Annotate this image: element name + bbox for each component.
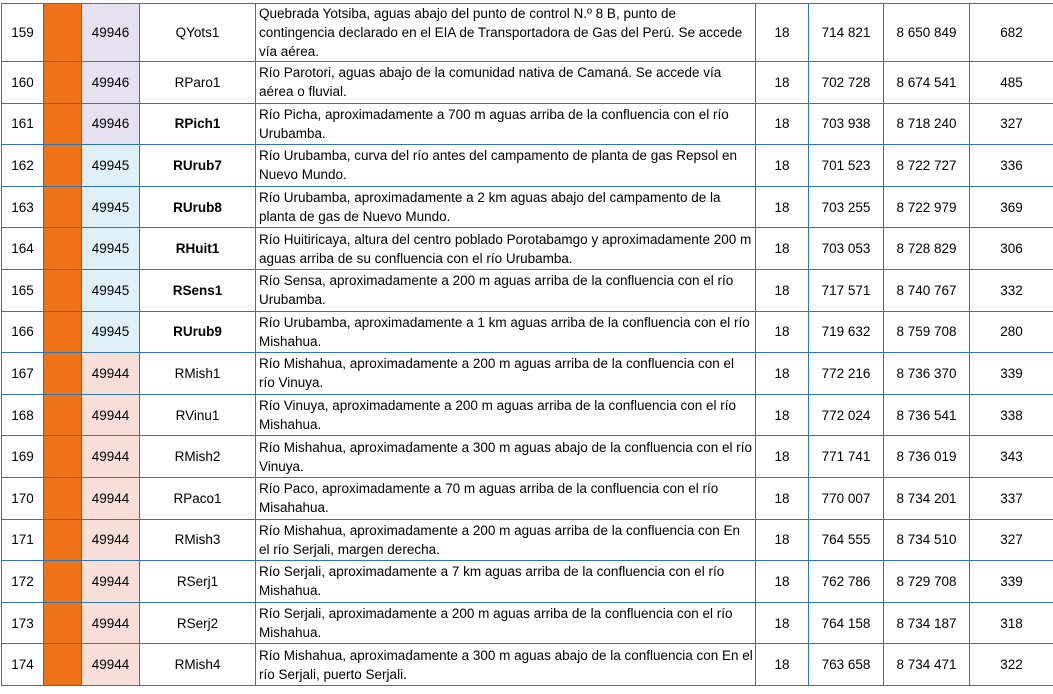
zone-cell: 18	[756, 311, 809, 353]
altitude-cell: 332	[970, 269, 1053, 311]
table-row	[2, 519, 1053, 561]
table-row	[2, 186, 1053, 228]
altitude-cell: 369	[970, 186, 1053, 228]
color-band-cell	[44, 394, 82, 436]
northing-cell: 8 734 510	[884, 519, 970, 561]
northing-cell: 8 759 708	[884, 311, 970, 353]
table-body	[2, 4, 1053, 686]
row-number-cell: 166	[2, 311, 44, 353]
description-cell: Río Paco, aproximadamente a 70 m aguas arriba de la confluencia con el río Misahahua.	[256, 477, 756, 519]
color-band-cell	[44, 269, 82, 311]
altitude-cell: 280	[970, 311, 1053, 353]
northing-cell: 8 734 187	[884, 602, 970, 644]
grid-code-cell: 49945	[82, 228, 140, 270]
row-number-cell: 163	[2, 186, 44, 228]
altitude-cell: 336	[970, 145, 1053, 187]
zone-cell: 18	[756, 228, 809, 270]
northing-cell: 8 722 727	[884, 145, 970, 187]
station-code-cell: RHuit1	[140, 228, 256, 270]
altitude-cell: 327	[970, 103, 1053, 145]
row-number-cell: 168	[2, 394, 44, 436]
easting-cell: 764 158	[809, 602, 884, 644]
zone-cell: 18	[756, 103, 809, 145]
altitude-cell: 322	[970, 644, 1053, 686]
northing-cell: 8 729 708	[884, 561, 970, 603]
row-number-cell: 164	[2, 228, 44, 270]
station-code-cell: RPaco1	[140, 477, 256, 519]
table-row	[2, 4, 1053, 62]
northing-cell: 8 736 541	[884, 394, 970, 436]
grid-code-cell: 49944	[82, 519, 140, 561]
table-row	[2, 394, 1053, 436]
altitude-cell: 682	[970, 4, 1053, 62]
northing-cell: 8 734 201	[884, 477, 970, 519]
color-band-cell	[44, 353, 82, 395]
grid-code-cell: 49946	[82, 103, 140, 145]
easting-cell: 702 728	[809, 62, 884, 104]
description-cell: Río Vinuya, aproximadamente a 200 m aguas arriba de la confluencia con el río Mishahua.	[256, 394, 756, 436]
table-row	[2, 228, 1053, 270]
description-cell: Río Mishahua, aproximadamente a 200 m aguas arriba de la confluencia con En el río Serjali, margen derecha.	[256, 519, 756, 561]
row-number-cell: 160	[2, 62, 44, 104]
row-number-cell: 167	[2, 353, 44, 395]
row-number-cell: 173	[2, 602, 44, 644]
station-code-cell: RUrub8	[140, 186, 256, 228]
table-row	[2, 62, 1053, 104]
easting-cell: 764 555	[809, 519, 884, 561]
table-row	[2, 353, 1053, 395]
northing-cell: 8 734 471	[884, 644, 970, 686]
station-code-cell: RVinu1	[140, 394, 256, 436]
station-code-cell: RMish1	[140, 353, 256, 395]
grid-code-cell: 49946	[82, 62, 140, 104]
northing-cell: 8 728 829	[884, 228, 970, 270]
grid-code-cell: 49944	[82, 353, 140, 395]
table-row	[2, 103, 1053, 145]
grid-code-cell: 49944	[82, 602, 140, 644]
zone-cell: 18	[756, 394, 809, 436]
northing-cell: 8 650 849	[884, 4, 970, 62]
zone-cell: 18	[756, 4, 809, 62]
easting-cell: 762 786	[809, 561, 884, 603]
row-number-cell: 159	[2, 4, 44, 62]
color-band-cell	[44, 4, 82, 62]
grid-code-cell: 49944	[82, 477, 140, 519]
row-number-cell: 174	[2, 644, 44, 686]
description-cell: Río Mishahua, aproximadamente a 300 m aguas abajo de la confluencia con el río Vinuya.	[256, 436, 756, 478]
altitude-cell: 339	[970, 561, 1053, 603]
table-row	[2, 436, 1053, 478]
description-cell: Río Mishahua, aproximadamente a 200 m aguas arriba de la confluencia con el río Vinuya.	[256, 353, 756, 395]
grid-code-cell: 49945	[82, 145, 140, 187]
station-code-cell: QYots1	[140, 4, 256, 62]
altitude-cell: 337	[970, 477, 1053, 519]
color-band-cell	[44, 145, 82, 187]
zone-cell: 18	[756, 353, 809, 395]
table-row	[2, 602, 1053, 644]
altitude-cell: 339	[970, 353, 1053, 395]
grid-code-cell: 49944	[82, 644, 140, 686]
easting-cell: 703 053	[809, 228, 884, 270]
zone-cell: 18	[756, 644, 809, 686]
grid-code-cell: 49945	[82, 269, 140, 311]
color-band-cell	[44, 228, 82, 270]
zone-cell: 18	[756, 186, 809, 228]
station-code-cell: RMish4	[140, 644, 256, 686]
table-row	[2, 269, 1053, 311]
color-band-cell	[44, 602, 82, 644]
grid-code-cell: 49944	[82, 436, 140, 478]
monitoring-points-table	[1, 3, 1053, 686]
station-code-cell: RSerj1	[140, 561, 256, 603]
table-row	[2, 644, 1053, 686]
station-code-cell: RUrub9	[140, 311, 256, 353]
table-row	[2, 145, 1053, 187]
station-code-cell: RMish2	[140, 436, 256, 478]
zone-cell: 18	[756, 519, 809, 561]
description-cell: Río Sensa, aproximadamente a 200 m aguas arriba de la confluencia con el río Urubamba.	[256, 269, 756, 311]
row-number-cell: 161	[2, 103, 44, 145]
description-cell: Río Serjali, aproximadamente a 7 km aguas arriba de la confluencia con el río Mishahua.	[256, 561, 756, 603]
grid-code-cell: 49946	[82, 4, 140, 62]
color-band-cell	[44, 436, 82, 478]
easting-cell: 763 658	[809, 644, 884, 686]
description-cell: Río Urubamba, aproximadamente a 1 km aguas arriba de la confluencia con el río Mishahua.	[256, 311, 756, 353]
color-band-cell	[44, 519, 82, 561]
description-cell: Río Urubamba, aproximadamente a 2 km aguas abajo del campamento de la planta de gas de Nuevo Mundo.	[256, 186, 756, 228]
easting-cell: 771 741	[809, 436, 884, 478]
description-cell: Río Urubamba, curva del río antes del campamento de planta de gas Repsol en Nuevo Mundo.	[256, 145, 756, 187]
station-code-cell: RSerj2	[140, 602, 256, 644]
description-cell: Río Serjali, aproximadamente a 200 m aguas arriba de la confluencia con el río Mishahua.	[256, 602, 756, 644]
grid-code-cell: 49944	[82, 394, 140, 436]
row-number-cell: 170	[2, 477, 44, 519]
northing-cell: 8 740 767	[884, 269, 970, 311]
easting-cell: 772 216	[809, 353, 884, 395]
description-cell: Río Huitiricaya, altura del centro poblado Porotabamgo y aproximadamente 200 m aguas arriba de su confluencia con el río Urubamba.	[256, 228, 756, 270]
color-band-cell	[44, 477, 82, 519]
grid-code-cell: 49945	[82, 311, 140, 353]
easting-cell: 701 523	[809, 145, 884, 187]
station-code-cell: RUrub7	[140, 145, 256, 187]
northing-cell: 8 736 019	[884, 436, 970, 478]
easting-cell: 770 007	[809, 477, 884, 519]
station-code-cell: RSens1	[140, 269, 256, 311]
altitude-cell: 318	[970, 602, 1053, 644]
row-number-cell: 162	[2, 145, 44, 187]
station-code-cell: RParo1	[140, 62, 256, 104]
color-band-cell	[44, 186, 82, 228]
zone-cell: 18	[756, 269, 809, 311]
description-cell: Río Mishahua, aproximadamente a 300 m aguas abajo de la confluencia con En el río Serjali, puerto Serjali.	[256, 644, 756, 686]
northing-cell: 8 722 979	[884, 186, 970, 228]
zone-cell: 18	[756, 436, 809, 478]
easting-cell: 714 821	[809, 4, 884, 62]
altitude-cell: 327	[970, 519, 1053, 561]
description-cell: Río Parotori, aguas abajo de la comunidad nativa de Camaná. Se accede vía aérea o fluvial.	[256, 62, 756, 104]
row-number-cell: 171	[2, 519, 44, 561]
description-cell: Quebrada Yotsiba, aguas abajo del punto de control N.º 8 B, punto de contingencia declarado en el EIA de Transportadora de Gas del Perú. Se accede vía aérea.	[256, 4, 756, 62]
row-number-cell: 165	[2, 269, 44, 311]
easting-cell: 719 632	[809, 311, 884, 353]
altitude-cell: 343	[970, 436, 1053, 478]
table-row	[2, 311, 1053, 353]
altitude-cell: 485	[970, 62, 1053, 104]
row-number-cell: 172	[2, 561, 44, 603]
easting-cell: 703 255	[809, 186, 884, 228]
table-row	[2, 477, 1053, 519]
table-row	[2, 561, 1053, 603]
description-cell: Río Picha, aproximadamente a 700 m aguas arriba de la confluencia con el río Urubamba.	[256, 103, 756, 145]
zone-cell: 18	[756, 145, 809, 187]
altitude-cell: 338	[970, 394, 1053, 436]
northing-cell: 8 736 370	[884, 353, 970, 395]
color-band-cell	[44, 62, 82, 104]
altitude-cell: 306	[970, 228, 1053, 270]
zone-cell: 18	[756, 602, 809, 644]
color-band-cell	[44, 103, 82, 145]
easting-cell: 772 024	[809, 394, 884, 436]
grid-code-cell: 49944	[82, 561, 140, 603]
zone-cell: 18	[756, 477, 809, 519]
station-code-cell: RPich1	[140, 103, 256, 145]
zone-cell: 18	[756, 561, 809, 603]
row-number-cell: 169	[2, 436, 44, 478]
zone-cell: 18	[756, 62, 809, 104]
grid-code-cell: 49945	[82, 186, 140, 228]
northing-cell: 8 674 541	[884, 62, 970, 104]
easting-cell: 717 571	[809, 269, 884, 311]
easting-cell: 703 938	[809, 103, 884, 145]
color-band-cell	[44, 644, 82, 686]
station-code-cell: RMish3	[140, 519, 256, 561]
color-band-cell	[44, 311, 82, 353]
northing-cell: 8 718 240	[884, 103, 970, 145]
color-band-cell	[44, 561, 82, 603]
